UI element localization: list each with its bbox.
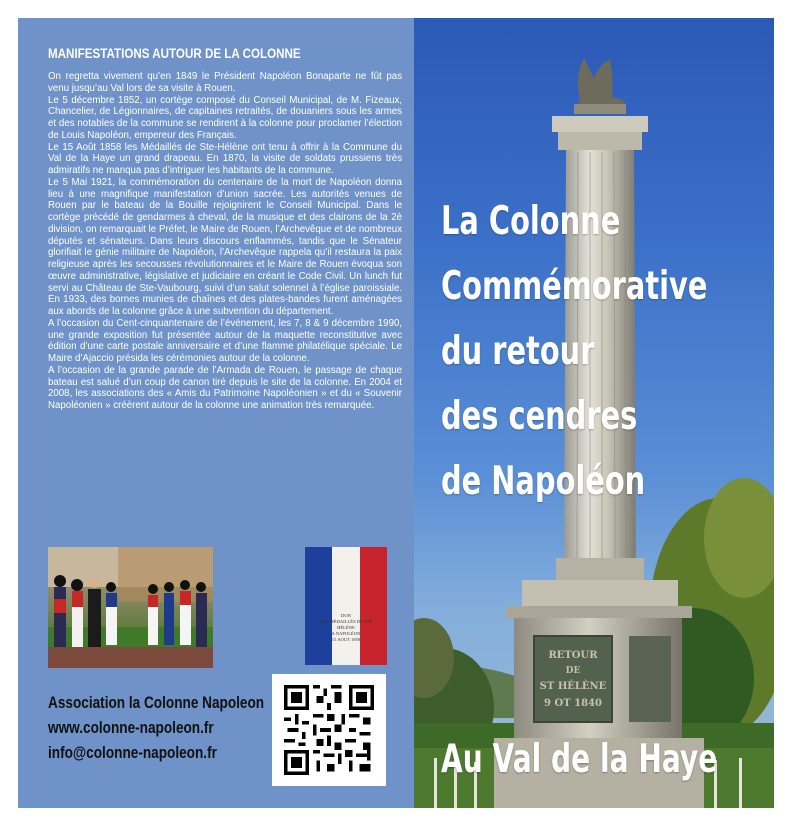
paragraph-1858: Le 15 Août 1858 les Médaillés de Ste-Hélène ont tenu à offrir à la Commune du Val de la Haye un grand drapeau. En 1870, la visite de soldats prussiens très admiratifs ne manqua pas d’intriguer les habitants de la commune.	[48, 141, 403, 176]
title-line-1: La Colonne	[441, 199, 621, 244]
flag-white-stripe	[332, 547, 360, 665]
section-heading: MANIFESTATIONS AUTOUR DE LA COLONNE	[48, 46, 301, 61]
title-line-2: Commémorative	[441, 264, 708, 309]
flag-photo	[305, 547, 387, 665]
plaque-line-3: ST HÉLÈNE	[539, 681, 607, 692]
left-panel	[18, 18, 414, 808]
ceremony-photo	[48, 547, 213, 668]
cover-subtitle: Au Val de la Haye	[441, 737, 718, 782]
flag-red-stripe	[360, 547, 387, 665]
qr-code-icon	[284, 685, 374, 775]
paragraph-armada: A l’occasion de la grande parade de l’Armada de Rouen, le passage de chaque bateau est salué d’un coup de canon tiré depuis le site de la colonne. En 2004 et 2008, les associations des « Amis du Patrimoine Napoléonien » et du « Souvenir Napoléonien » créèrent autour de la colonne une animation très remarquée.	[48, 364, 403, 411]
paragraph-1849: On regretta vivement qu’en 1849 le Président Napoléon Bonaparte ne fût pas venu jusqu’au Val lors de sa visite à Rouen.	[48, 71, 403, 94]
paragraph-1921: Le 5 Mai 1921, la commémoration du centenaire de la mort de Napoléon donna lieu à une magnifique manifestation d’union sacrée. Les autorités venues de Rouen par le bateau de la Bouille rejoignirent le Conseil Municipal. Dans le cortège précédé de gendarmes à cheval, de la musique et des clairons de la 2è division, on remarquait le Préfet, le Maire de Rouen, l’Archevêque et de nombreux députés et sénateurs. Dans leurs discours enflammés, tandis que le Sénateur glorifiait le génie militaire de Napoléon, l’Archevêque rappela qu’il restaura la paix religieuse après les secousses révolutionnaires et le Maire de Rouen évoqua son œuvre administrative, législative et judiciaire en créant le Code Civil. Un lunch fut servi au Château de Ste-Vaubourg, suivi d’un salut solennel à l’église paroissiale. En 1933, des bornes munies de chaînes et des plates-bandes furent aménagées aux abords de la colonne grâce à une subvention du département.	[48, 176, 403, 317]
paragraph-1852: Le 5 décembre 1852, un cortège composé du Conseil Municipal, de M. Fizeaux, Chancelier, de Légionnaires, de capitaines retraités, de douaniers sous les armes et des notables de la commune se rendirent à la colonne pour proclamer l’élection de Louis Napoléon, empereur des Français.	[48, 94, 403, 141]
website-link[interactable]: www.colonne-napoleon.fr	[48, 718, 214, 737]
title-line-3: du retour	[441, 329, 595, 374]
cover-photo-panel	[414, 18, 774, 808]
cover-title	[441, 189, 774, 514]
email-link[interactable]: info@colonne-napoleon.fr	[48, 743, 217, 762]
title-line-4: des cendres	[441, 394, 638, 439]
history-text	[48, 71, 402, 412]
ceremony-photo-illustration	[48, 547, 213, 668]
association-name: Association la Colonne Napoleon	[48, 693, 265, 712]
association-contact	[48, 690, 278, 765]
plaque-line-1: RETOUR	[548, 650, 598, 661]
flag-blue-stripe	[305, 547, 332, 665]
flag-inscription: DON DES MÉDAILLÉS DE STE HÉLÈNE A NAPOLÉON 15 AOUT 1858	[319, 613, 373, 642]
title-line-5: de Napoléon	[441, 459, 646, 504]
qr-code[interactable]	[272, 674, 386, 786]
paragraph-1990: A l’occasion du Cent-cinquantenaire de l’événement, les 7, 8 & 9 décembre 1990, une grande exposition fut présentée autour de la maquette reconstitutive avec édition d’une carte postale anniversaire et d’une flamme philatélique spéciale. Le Maire d’Ajaccio présida les cérémonies autour de la colonne.	[48, 317, 403, 364]
plaque-line-4: 9 OT 1840	[544, 698, 602, 709]
plaque-line-2: DE	[565, 666, 581, 676]
